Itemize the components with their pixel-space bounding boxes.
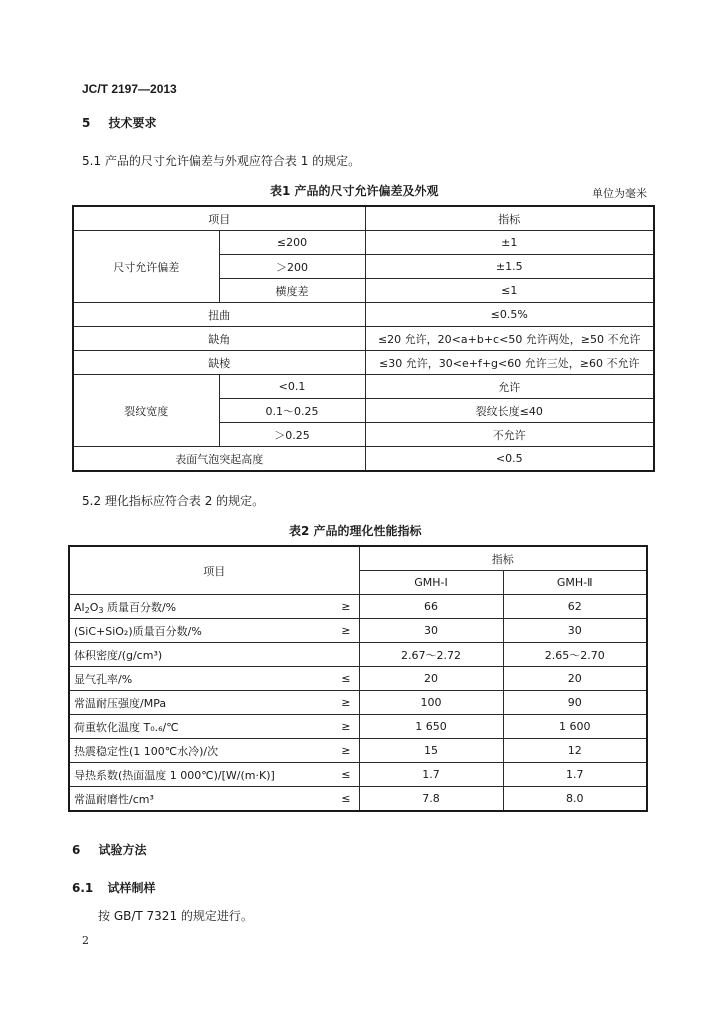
- table-cell: ±1: [365, 231, 654, 255]
- table2-head-index: 指标: [359, 546, 647, 571]
- comparison-symbol: [323, 643, 359, 667]
- clause-number: 6.1: [72, 881, 94, 895]
- table1-unit-note: 单位为毫米: [592, 187, 647, 200]
- comparison-symbol: ≥: [323, 691, 359, 715]
- warp-label: 扭曲: [73, 303, 365, 327]
- property-label: 显气孔率/%: [69, 667, 323, 691]
- table1-caption: 表1 产品的尺寸允许偏差及外观: [270, 184, 439, 198]
- clause-5-1: 5.1 产品的尺寸允许偏差与外观应符合表 1 的规定。: [82, 154, 361, 168]
- table-cell: 横度差: [219, 279, 365, 303]
- table-cell: 允许: [365, 375, 654, 399]
- comparison-symbol: ≥: [323, 595, 359, 619]
- table-cell: ≤1: [365, 279, 654, 303]
- grade-1-value: 2.67～2.72: [359, 643, 503, 667]
- grade-2-value: 90: [503, 691, 647, 715]
- comparison-symbol: ≤: [323, 667, 359, 691]
- bubble-height-label: 表面气泡突起高度: [73, 447, 365, 472]
- comparison-symbol: ≥: [323, 619, 359, 643]
- document-code: JC/T 2197—2013: [82, 82, 177, 96]
- grade-1-value: 100: [359, 691, 503, 715]
- property-label: 常温耐压强度/MPa: [69, 691, 323, 715]
- section-title: 技术要求: [108, 116, 157, 130]
- table-cell: ≤200: [219, 231, 365, 255]
- clause-5-2: 5.2 理化指标应符合表 2 的规定。: [82, 494, 265, 508]
- grade-2-value: 30: [503, 619, 647, 643]
- property-label: 体积密度/(g/cm³): [69, 643, 323, 667]
- grade-1-value: 30: [359, 619, 503, 643]
- grade-1-value: 66: [359, 595, 503, 619]
- table-cell: ＞0.25: [219, 423, 365, 447]
- table-cell: 裂纹长度≤40: [365, 399, 654, 423]
- table-cell: <0.1: [219, 375, 365, 399]
- section-5-heading: [82, 114, 157, 131]
- property-label: 热震稳定性(1 100℃水冷)/次: [69, 739, 323, 763]
- clause-title: 试样制样: [107, 881, 156, 895]
- corner-defect-label: 缺角: [73, 327, 365, 351]
- table1-head-item: 项目: [73, 206, 365, 231]
- section-number: 5: [82, 116, 91, 130]
- grade-2-value: 8.0: [503, 787, 647, 812]
- property-label: 导热系数(热面温度 1 000℃)/[W/(m·K)]: [69, 763, 323, 787]
- table-cell: ±1.5: [365, 255, 654, 279]
- clause-6-1-heading: [72, 879, 155, 896]
- grade-2-value: 1 600: [503, 715, 647, 739]
- grade-1-value: 1.7: [359, 763, 503, 787]
- table1-head-index: 指标: [365, 206, 654, 231]
- table2-caption: 表2 产品的理化性能指标: [289, 524, 422, 538]
- corner-defect-value: ≤20 允许，20<a+b+c<50 允许两处，≥50 不允许: [365, 327, 654, 351]
- property-label: 荷重软化温度 T₀.₆/℃: [69, 715, 323, 739]
- grade-1-value: 15: [359, 739, 503, 763]
- grade-2-value: 20: [503, 667, 647, 691]
- section-6-heading: [72, 841, 147, 858]
- grade-2-value: 2.65～2.70: [503, 643, 647, 667]
- table-cell: 不允许: [365, 423, 654, 447]
- comparison-symbol: ≥: [323, 739, 359, 763]
- grade-1-value: 1 650: [359, 715, 503, 739]
- bubble-height-value: <0.5: [365, 447, 654, 472]
- table2: [68, 545, 648, 812]
- section-title: 试验方法: [98, 843, 147, 857]
- grade-1-value: 20: [359, 667, 503, 691]
- grade-2-header: GMH-Ⅱ: [503, 571, 647, 595]
- table2-head-item: 项目: [69, 546, 359, 595]
- edge-defect-label: 缺棱: [73, 351, 365, 375]
- grade-2-value: 62: [503, 595, 647, 619]
- property-label: (SiC+SiO₂)质量百分数/%: [69, 619, 323, 643]
- section-number: 6: [72, 843, 81, 857]
- warp-value: ≤0.5%: [365, 303, 654, 327]
- table-cell: 0.1～0.25: [219, 399, 365, 423]
- comparison-symbol: ≤: [323, 763, 359, 787]
- table-cell: ＞200: [219, 255, 365, 279]
- comparison-symbol: ≤: [323, 787, 359, 812]
- property-label: 常温耐磨性/cm³: [69, 787, 323, 812]
- table1: [72, 205, 655, 472]
- page-number: 2: [82, 934, 89, 947]
- clause-6-1-text: 按 GB/T 7321 的规定进行。: [98, 909, 253, 923]
- property-label: $Al_2O_3$ 质量百分数/%: [69, 595, 323, 619]
- grade-1-header: GMH-Ⅰ: [359, 571, 503, 595]
- grade-2-value: 12: [503, 739, 647, 763]
- size-tolerance-label: 尺寸允许偏差: [73, 231, 219, 303]
- grade-2-value: 1.7: [503, 763, 647, 787]
- comparison-symbol: ≥: [323, 715, 359, 739]
- edge-defect-value: ≤30 允许，30<e+f+g<60 允许三处，≥60 不允许: [365, 351, 654, 375]
- grade-1-value: 7.8: [359, 787, 503, 812]
- crack-width-label: 裂纹宽度: [73, 375, 219, 447]
